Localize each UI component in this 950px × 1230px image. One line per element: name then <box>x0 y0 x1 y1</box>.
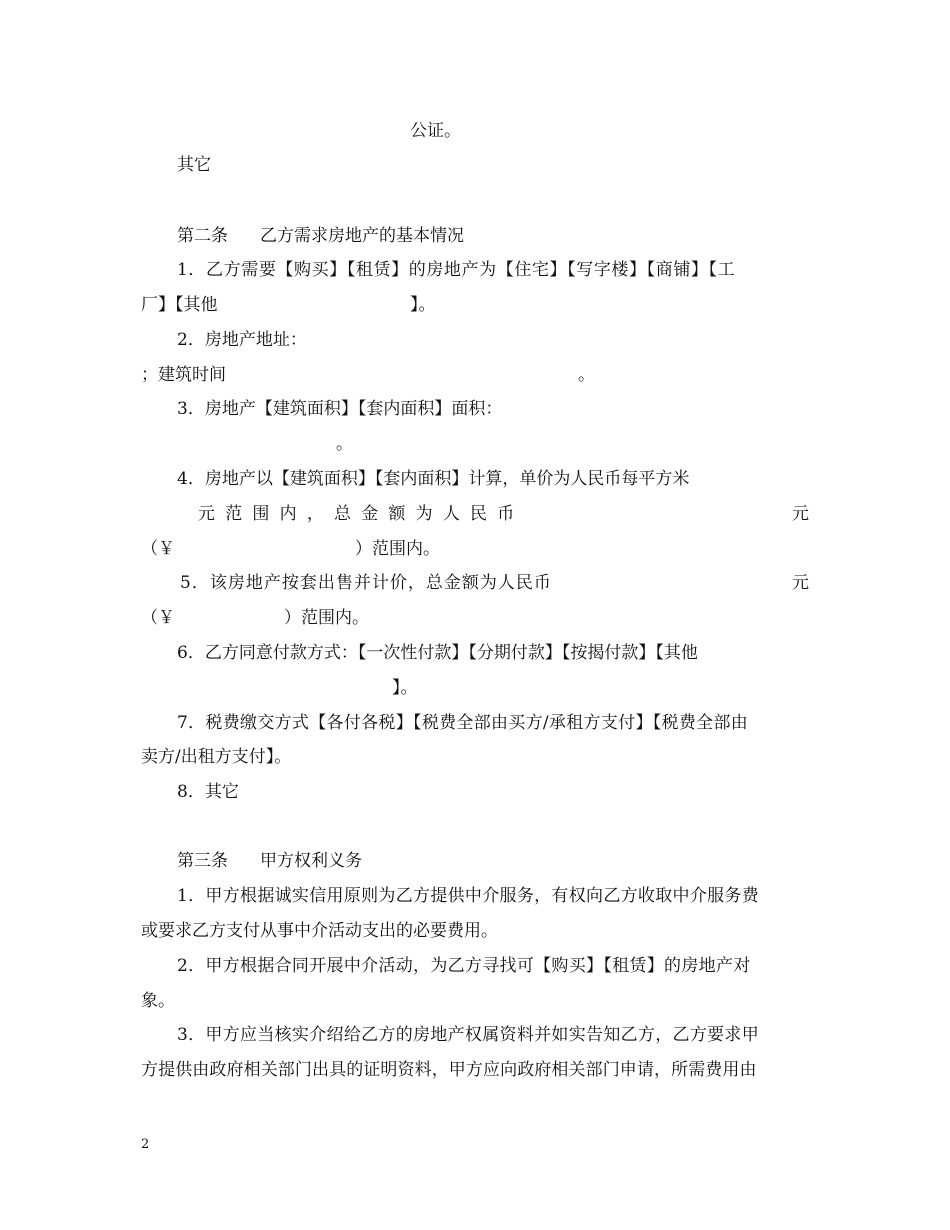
text-line: ；建筑时间 <box>141 365 226 385</box>
text-line: 6．乙方同意付款方式：【一次性付款】【分期付款】【按揭付款】【其他 <box>177 643 698 663</box>
text-line: 4．房地产以【建筑面积】【套内面积】计算，单价为人民币每平方米 <box>177 469 690 489</box>
text-line: 厂】【其他 <box>141 295 218 315</box>
text-line: 3．房地产【建筑面积】【套内面积】面积： <box>177 399 503 419</box>
text-line: 3．甲方应当核实介绍给乙方的房地产权属资料并如实告知乙方，乙方要求甲 <box>177 1025 760 1045</box>
text-line: （￥ <box>141 608 175 628</box>
text-line: 2．甲方根据合同开展中介活动，为乙方寻找可【购买】【租赁】的房地产对 <box>177 956 751 976</box>
text-line: 或要求乙方支付从事中介活动支出的必要费用。 <box>141 921 498 941</box>
text-line: 2．房地产地址： <box>177 330 307 350</box>
text-line: 】。 <box>392 678 418 698</box>
text-line: 卖方/出租方支付】。 <box>141 747 292 767</box>
text-line: 公证。 <box>410 121 461 141</box>
text-line: 。 <box>578 365 595 385</box>
text-line: 。 <box>336 434 353 454</box>
text-line: 7．税费缴交方式【各付各税】【税费全部由买方/承租方支付】【税费全部由 <box>177 713 749 733</box>
text-line: 5．该房地产按套出售并计价，总金额为人民币 <box>180 573 552 593</box>
article-heading: 第三条 <box>177 851 228 871</box>
text-line: （￥ <box>141 539 175 559</box>
text-line: ）范围内。 <box>355 539 440 559</box>
text-line: 元 范 围 内 ， 总 金 额 为 人 民 币 <box>198 504 517 524</box>
text-line: 方提供由政府相关部门出具的证明资料，甲方应向政府相关部门申请，所需费用由 <box>141 1060 757 1080</box>
text-line: 其它 <box>177 155 211 175</box>
text-line: 元 <box>792 504 809 524</box>
article-title: 乙方需求房地产的基本情况 <box>260 226 464 246</box>
text-line: 1．乙方需要【购买】【租赁】的房地产为【住宅】【写字楼】【商铺】【工 <box>177 260 736 280</box>
text-line: 8．其它 <box>177 782 239 802</box>
text-line: 】。 <box>410 295 436 315</box>
text-line: 象。 <box>141 991 175 1011</box>
text-line: ）范围内。 <box>284 608 369 628</box>
text-line: 元 <box>792 573 809 593</box>
article-heading: 第二条 <box>177 226 228 246</box>
page-number: 2 <box>141 1137 150 1152</box>
text-line: 1．甲方根据诚实信用原则为乙方提供中介服务，有权向乙方收取中介服务费 <box>177 886 760 906</box>
article-title: 甲方权利义务 <box>260 851 362 871</box>
